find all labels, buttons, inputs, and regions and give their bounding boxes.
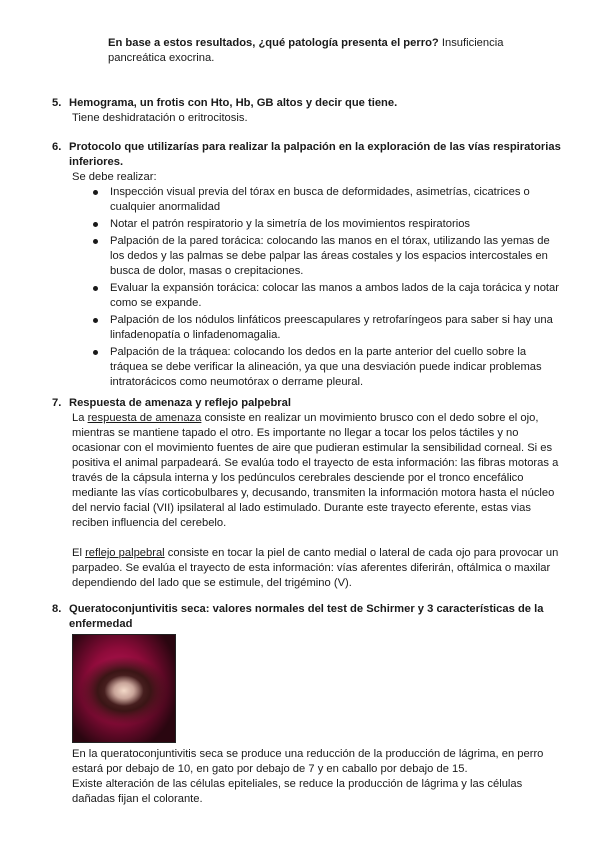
section-7-paragraph-1 xyxy=(52,411,567,531)
section-6-list xyxy=(52,185,567,390)
section-8-heading xyxy=(52,602,567,632)
section-5-number: 5. xyxy=(52,97,62,109)
section-8-title: Queratoconjuntivitis seca: valores normales del test de Schirmer y 3 características de la enfermedad xyxy=(69,603,544,630)
section-5-heading xyxy=(52,96,567,111)
list-item: Notar el patrón respiratorio y la simetría de los movimientos respiratorios xyxy=(91,217,567,232)
section-5-body: Tiene deshidratación o eritrocitosis. xyxy=(72,112,248,124)
intro-paragraph xyxy=(108,36,538,66)
list-item: Inspección visual previa del tórax en busca de deformidades, asimetrías, cicatrices o cualquier anormalidad xyxy=(91,185,567,215)
section-5-title: Hemograma, un frotis con Hto, Hb, GB altos y decir que tiene. xyxy=(69,97,398,109)
section-5 xyxy=(52,96,567,126)
section-6-lead: Se debe realizar: xyxy=(72,171,157,183)
section-6-number: 6. xyxy=(52,141,62,153)
text-span: consiste en tocar la piel de canto medial o lateral de cada ojo para provocar un parpadeo. Se evalúa el trayecto de esta información: vías aferentes diferirán, oftálmica o maxilar dependiendo del lado que se estimule, del trigémino (V). xyxy=(72,547,559,589)
section-7-heading xyxy=(52,396,567,411)
section-7-number: 7. xyxy=(52,397,62,409)
section-8-paragraph-1: En la queratoconjuntivitis seca se produce una reducción de la producción de lágrima, en perro estará por debajo de 10, en gato por debajo de 7 y en caballo por debajo de 15. xyxy=(72,748,544,775)
text-span: La xyxy=(72,412,88,424)
section-6-title: Protocolo que utilizarías para realizar la palpación en la exploración de las vías respiratorias inferiores. xyxy=(69,141,561,168)
list-item: Palpación de los nódulos linfáticos preescapulares y retrofaríngeos para saber si hay una linfadenopatía o linfadenomagalia. xyxy=(91,313,567,343)
list-item: Evaluar la expansión torácica: colocar las manos a ambos lados de la caja torácica y notar como se expande. xyxy=(91,281,567,311)
list-item: Palpación de la tráquea: colocando los dedos en la parte anterior del cuello sobre la tráquea se debe verificar la alineación, ya que una desviación puede indicar problemas intratorácicos como neumotórax o derrame pleural. xyxy=(91,345,567,390)
text-span: consiste en realizar un movimiento brusco con el dedo sobre el ojo, mientras se mantiene tapado el otro. Es importante no llegar a tocar los pelos táctiles y no ocasionar con el movimiento fuentes de aire que pudieran estimular la sensibilidad corneal. Si es positiva el animal parpadeará. Se evalúa todo el trayecto de esta información: las fibras motoras a través de la cápsula interna y los pedúnculos cerebrales desciende por el tronco encefálico mediante las vías corticobulbares y, decusando, transmiten la información motora hasta el núcleo del nervio facial (VII) ipsilateral al lado estimulado. Durante este trayecto eferente, estas vias reciben influencia del cerebelo. xyxy=(72,412,559,529)
intro-answer: Insuficiencia pancreática exocrina. xyxy=(108,37,504,64)
section-6 xyxy=(52,140,567,392)
section-8-number: 8. xyxy=(52,603,62,615)
intro-question: En base a estos resultados, ¿qué patología presenta el perro? xyxy=(108,37,439,49)
section-8-paragraph-2: Existe alteración de las células epiteliales, se reduce la producción de lágrima y las células dañadas fijan el colorante. xyxy=(72,778,523,805)
section-7-title: Respuesta de amenaza y reflejo palpebral xyxy=(69,397,291,409)
eye-photo xyxy=(72,634,176,743)
section-8 xyxy=(52,602,567,807)
text-span: El xyxy=(72,547,86,559)
section-6-heading xyxy=(52,140,567,170)
section-7 xyxy=(52,396,567,591)
term-respuesta-amenaza: respuesta de amenaza xyxy=(87,412,202,424)
list-item: Palpación de la pared torácica: colocando las manos en el tórax, utilizando las yemas de los dedos y las palmas se debe palpar las áreas costales y los espacios intercostales en busca de dolor, masas o crepitaciones. xyxy=(91,234,567,279)
term-reflejo-palpebral: reflejo palpebral xyxy=(85,547,165,559)
section-7-paragraph-2 xyxy=(52,546,567,591)
